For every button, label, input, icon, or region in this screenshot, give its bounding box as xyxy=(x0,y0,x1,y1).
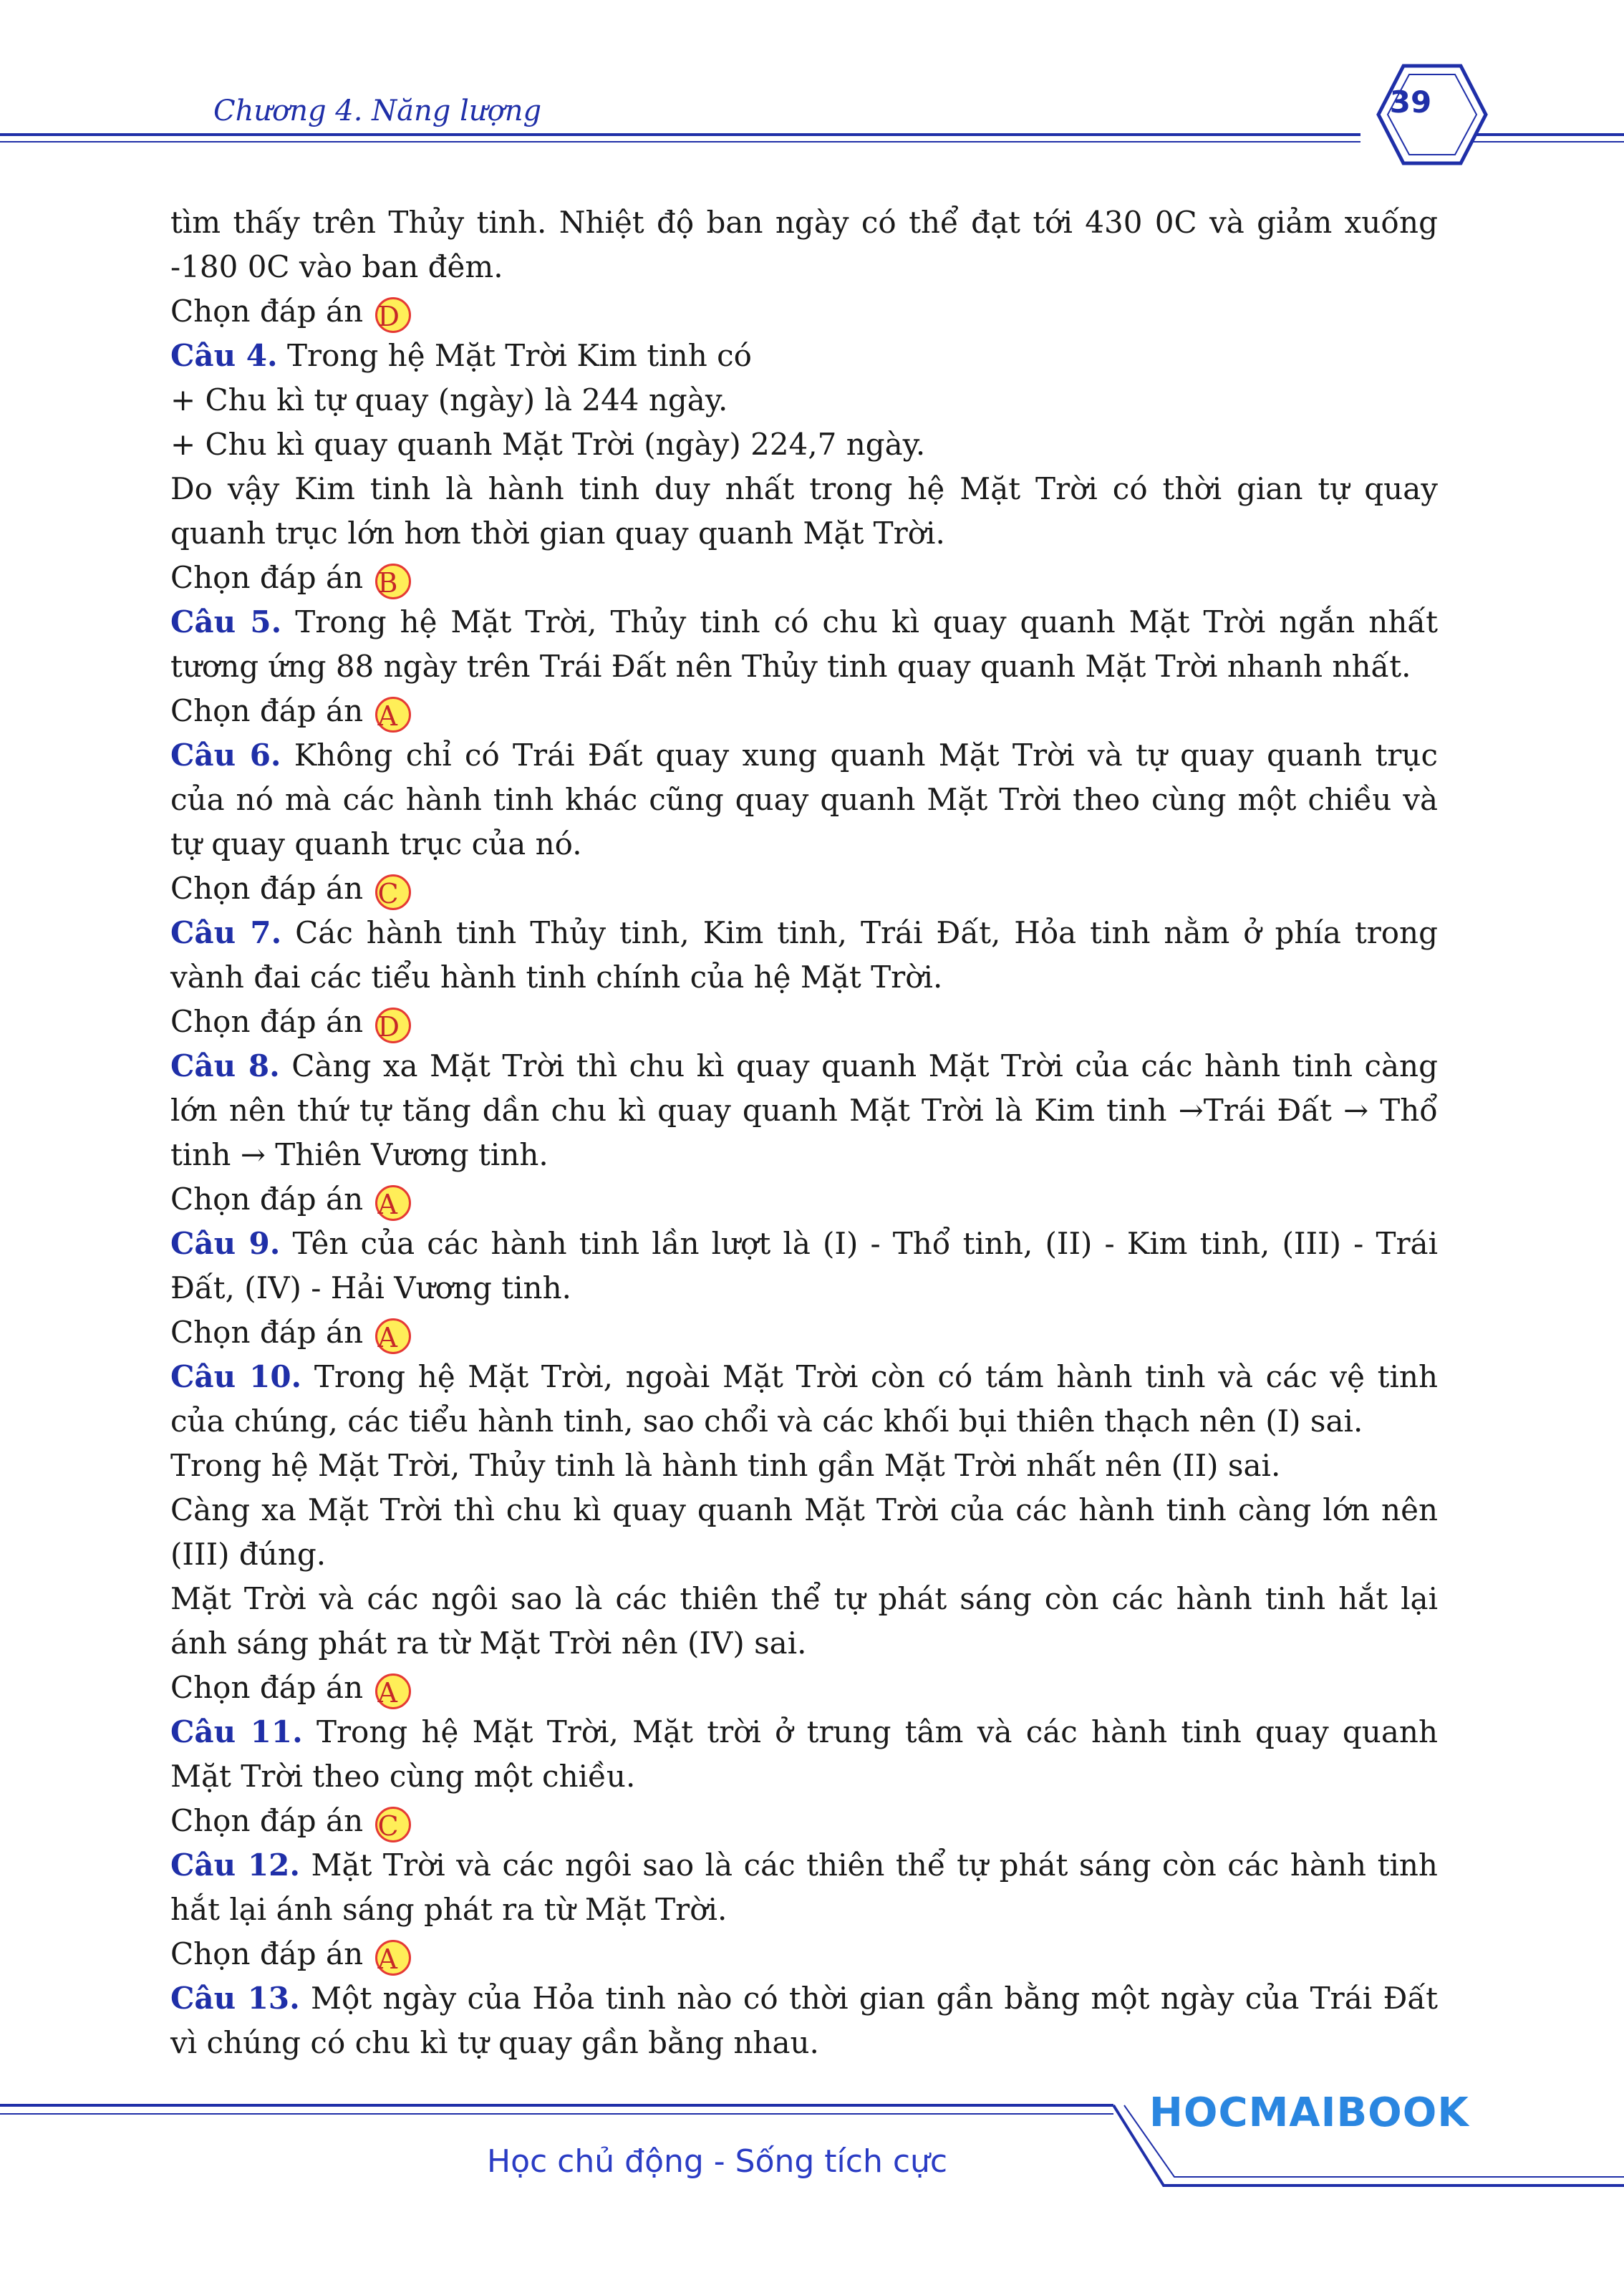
explanation-text xyxy=(170,1444,1438,1488)
explanation-text xyxy=(170,422,1438,467)
answer-explanations xyxy=(170,201,1438,2065)
question-number: Câu 5. xyxy=(170,604,282,639)
question-number: Câu 7. xyxy=(170,915,282,950)
answer-line xyxy=(170,1932,1438,1976)
paragraph-text: tìm thấy trên Thủy tinh. Nhiệt độ ban ngày có thể đạt tới 430 0C và giảm xuống -180 0C vào ban đêm. xyxy=(170,205,1438,284)
question-number: Câu 10. xyxy=(170,1359,302,1394)
question-number: Câu 8. xyxy=(170,1048,280,1083)
explanation-text xyxy=(170,1488,1438,1577)
paragraph-text: Mặt Trời và các ngôi sao là các thiên thể tự phát sáng còn các hành tinh hắt lại ánh sáng phát ra từ Mặt Trời. xyxy=(170,1847,1438,1927)
footer-slogan: Học chủ động - Sống tích cực xyxy=(487,2143,948,2180)
question-explanation xyxy=(170,1710,1438,1799)
answer-line xyxy=(170,1799,1438,1843)
question-explanation xyxy=(170,733,1438,866)
answer-label: Chọn đáp án xyxy=(170,693,373,728)
paragraph-text: Càng xa Mặt Trời thì chu kì quay quanh Mặt Trời của các hành tinh càng lớn nên thứ tự tăng dần chu kì quay quanh Mặt Trời là Kim tinh →Trái Đất → Thổ tinh → Thiên Vương tinh. xyxy=(170,1048,1438,1172)
answer-label: Chọn đáp án xyxy=(170,294,373,329)
question-number: Câu 6. xyxy=(170,738,281,773)
answer-line xyxy=(170,689,1438,733)
paragraph-text: Trong hệ Mặt Trời, ngoài Mặt Trời còn có tám hành tinh và các vệ tinh của chúng, các tiểu hành tinh, sao chổi và các khối bụi thiên thạch nên (I) sai. xyxy=(170,1359,1438,1439)
question-explanation xyxy=(170,911,1438,1000)
question-explanation xyxy=(170,1222,1438,1310)
paragraph-text: Trong hệ Mặt Trời Kim tinh có xyxy=(287,338,752,373)
question-explanation xyxy=(170,600,1438,689)
answer-label: Chọn đáp án xyxy=(170,560,373,595)
question-explanation xyxy=(170,1355,1438,1444)
question-number: Câu 9. xyxy=(170,1226,281,1261)
paragraph-text: + Chu kì tự quay (ngày) là 244 ngày. xyxy=(170,382,728,417)
answer-label: Chọn đáp án xyxy=(170,1004,373,1039)
answer-label: Chọn đáp án xyxy=(170,1670,373,1705)
answer-choice-badge: C xyxy=(375,874,411,910)
answer-label: Chọn đáp án xyxy=(170,1803,373,1838)
answer-line xyxy=(170,1177,1438,1222)
explanation-text xyxy=(170,1577,1438,1666)
answer-line xyxy=(170,866,1438,911)
answer-label: Chọn đáp án xyxy=(170,1936,373,1971)
answer-line xyxy=(170,1666,1438,1710)
paragraph-text: Càng xa Mặt Trời thì chu kì quay quanh Mặt Trời của các hành tinh càng lớn nên (III) đúng. xyxy=(170,1492,1438,1572)
answer-label: Chọn đáp án xyxy=(170,871,373,906)
paragraph-text: Không chỉ có Trái Đất quay xung quanh Mặt Trời và tự quay quanh trục của nó mà các hành tinh khác cũng quay quanh Mặt Trời theo cùng một chiều và tự quay quanh trục của nó. xyxy=(170,738,1438,861)
explanation-text xyxy=(170,467,1438,556)
answer-choice-badge: A xyxy=(375,697,411,733)
question-number: Câu 11. xyxy=(170,1714,303,1749)
question-number: Câu 4. xyxy=(170,338,278,373)
question-number: Câu 12. xyxy=(170,1847,301,1883)
paragraph-text: Các hành tinh Thủy tinh, Kim tinh, Trái Đất, Hỏa tinh nằm ở phía trong vành đai các tiểu hành tinh chính của hệ Mặt Trời. xyxy=(170,915,1438,995)
explanation-text xyxy=(170,201,1438,289)
question-explanation xyxy=(170,1976,1438,2065)
answer-line xyxy=(170,1310,1438,1355)
question-explanation xyxy=(170,334,1438,378)
question-number: Câu 13. xyxy=(170,1981,300,2016)
paragraph-text: Trong hệ Mặt Trời, Thủy tinh là hành tinh gần Mặt Trời nhất nên (II) sai. xyxy=(170,1448,1281,1483)
chapter-title: Chương 4. Năng lượng xyxy=(213,95,542,127)
paragraph-text: + Chu kì quay quanh Mặt Trời (ngày) 224,7 ngày. xyxy=(170,427,926,462)
answer-choice-badge: A xyxy=(375,1940,411,1976)
answer-line xyxy=(170,1000,1438,1044)
answer-label: Chọn đáp án xyxy=(170,1182,373,1217)
answer-choice-badge: A xyxy=(375,1673,411,1709)
question-explanation xyxy=(170,1843,1438,1932)
answer-choice-badge: C xyxy=(375,1807,411,1842)
question-explanation xyxy=(170,1044,1438,1177)
paragraph-text: Một ngày của Hỏa tinh nào có thời gian gần bằng một ngày của Trái Đất vì chúng có chu kì tự quay gần bằng nhau. xyxy=(170,1981,1438,2060)
answer-line xyxy=(170,556,1438,600)
paragraph-text: Tên của các hành tinh lần lượt là (I) - Thổ tinh, (II) - Kim tinh, (III) - Trái Đất, (IV) - Hải Vương tinh. xyxy=(170,1226,1439,1305)
answer-choice-badge: A xyxy=(375,1185,411,1221)
answer-choice-badge: D xyxy=(375,1008,411,1043)
answer-choice-badge: B xyxy=(375,564,411,599)
paragraph-text: Mặt Trời và các ngôi sao là các thiên thể tự phát sáng còn các hành tinh hắt lại ánh sáng phát ra từ Mặt Trời nên (IV) sai. xyxy=(170,1581,1438,1661)
answer-line xyxy=(170,289,1438,334)
answer-choice-badge: A xyxy=(375,1318,411,1354)
paragraph-text: Trong hệ Mặt Trời, Mặt trời ở trung tâm và các hành tinh quay quanh Mặt Trời theo cùng một chiều. xyxy=(170,1714,1438,1794)
brand-logo: HOCMAIBOOK xyxy=(1149,2090,1469,2136)
page-number: 39 xyxy=(1389,84,1432,120)
paragraph-text: Do vậy Kim tinh là hành tinh duy nhất trong hệ Mặt Trời có thời gian tự quay quanh trục lớn hơn thời gian quay quanh Mặt Trời. xyxy=(170,471,1438,551)
explanation-text xyxy=(170,378,1438,422)
answer-choice-badge: D xyxy=(375,297,411,333)
answer-label: Chọn đáp án xyxy=(170,1315,373,1350)
paragraph-text: Trong hệ Mặt Trời, Thủy tinh có chu kì quay quanh Mặt Trời ngắn nhất tương ứng 88 ngày trên Trái Đất nên Thủy tinh quay quanh Mặt Trời nhanh nhất. xyxy=(170,604,1438,684)
